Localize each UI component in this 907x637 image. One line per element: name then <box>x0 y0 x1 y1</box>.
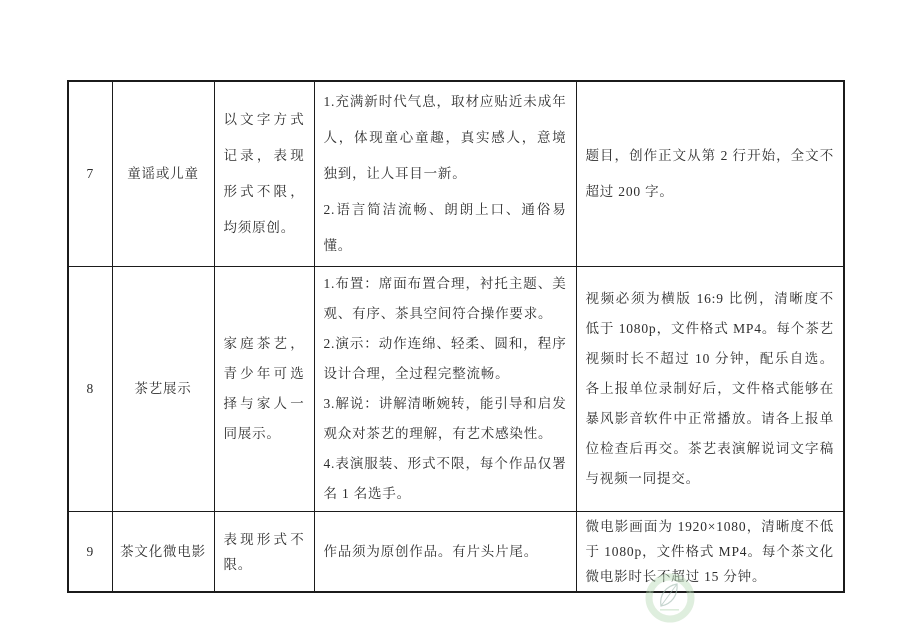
contest-requirements-table <box>67 80 845 593</box>
requirement-item: 1.布置：席面布置合理，衬托主题、美观、有序、茶具空间符合操作要求。 <box>323 276 567 321</box>
row-number-cell: 9 <box>68 512 112 593</box>
row-number-cell: 7 <box>68 81 112 267</box>
notes-cell: 视频必须为横版 16:9 比例，清晰度不低于 1080p，文件格式 MP4。每个茶艺视频时长不超过 10 分钟，配乐自选。各上报单位录制好后，文件格式能够在暴风影音软件中正常播放。请各上报单位检查后再交。茶艺表演解说词文字稿与视频一同提交。 <box>576 267 844 512</box>
requirements-cell <box>314 512 576 593</box>
description-cell: 表现形式不限。 <box>214 512 314 593</box>
notes-cell: 微电影画面为 1920×1080，清晰度不低于 1080p，文件格式 MP4。每个茶文化微电影时长不超过 15 分钟。 <box>576 512 844 593</box>
requirements-cell <box>314 81 576 267</box>
table-row <box>68 267 844 512</box>
requirement-item: 2.语言简洁流畅、朗朗上口、通俗易懂。 <box>323 202 567 253</box>
requirements-cell <box>314 267 576 512</box>
table-row <box>68 512 844 593</box>
requirement-item: 2.演示：动作连绵、轻柔、圆和，程序设计合理，全过程完整流畅。 <box>323 336 567 381</box>
description-cell: 以文字方式记录，表现形式不限，均须原创。 <box>214 81 314 267</box>
project-name-cell: 茶艺展示 <box>112 267 214 512</box>
notes-cell: 题目，创作正文从第 2 行开始，全文不超过 200 字。 <box>576 81 844 267</box>
project-name-cell: 茶文化微电影 <box>112 512 214 593</box>
requirement-item: 1.充满新时代气息，取材应贴近未成年人，体现童心童趣，真实感人，意境独到，让人耳目一新。 <box>323 94 567 181</box>
table-row <box>68 81 844 267</box>
project-name-cell: 童谣或儿童 <box>112 81 214 267</box>
requirement-item: 4.表演服装、形式不限，每个作品仅署名 1 名选手。 <box>323 456 567 501</box>
requirement-item: 作品须为原创作品。有片头片尾。 <box>323 544 538 559</box>
description-cell: 家庭茶艺，青少年可选择与家人一同展示。 <box>214 267 314 512</box>
row-number-cell: 8 <box>68 267 112 512</box>
requirement-item: 3.解说：讲解清晰婉转，能引导和启发观众对茶艺的理解，有艺术感染性。 <box>323 396 567 441</box>
